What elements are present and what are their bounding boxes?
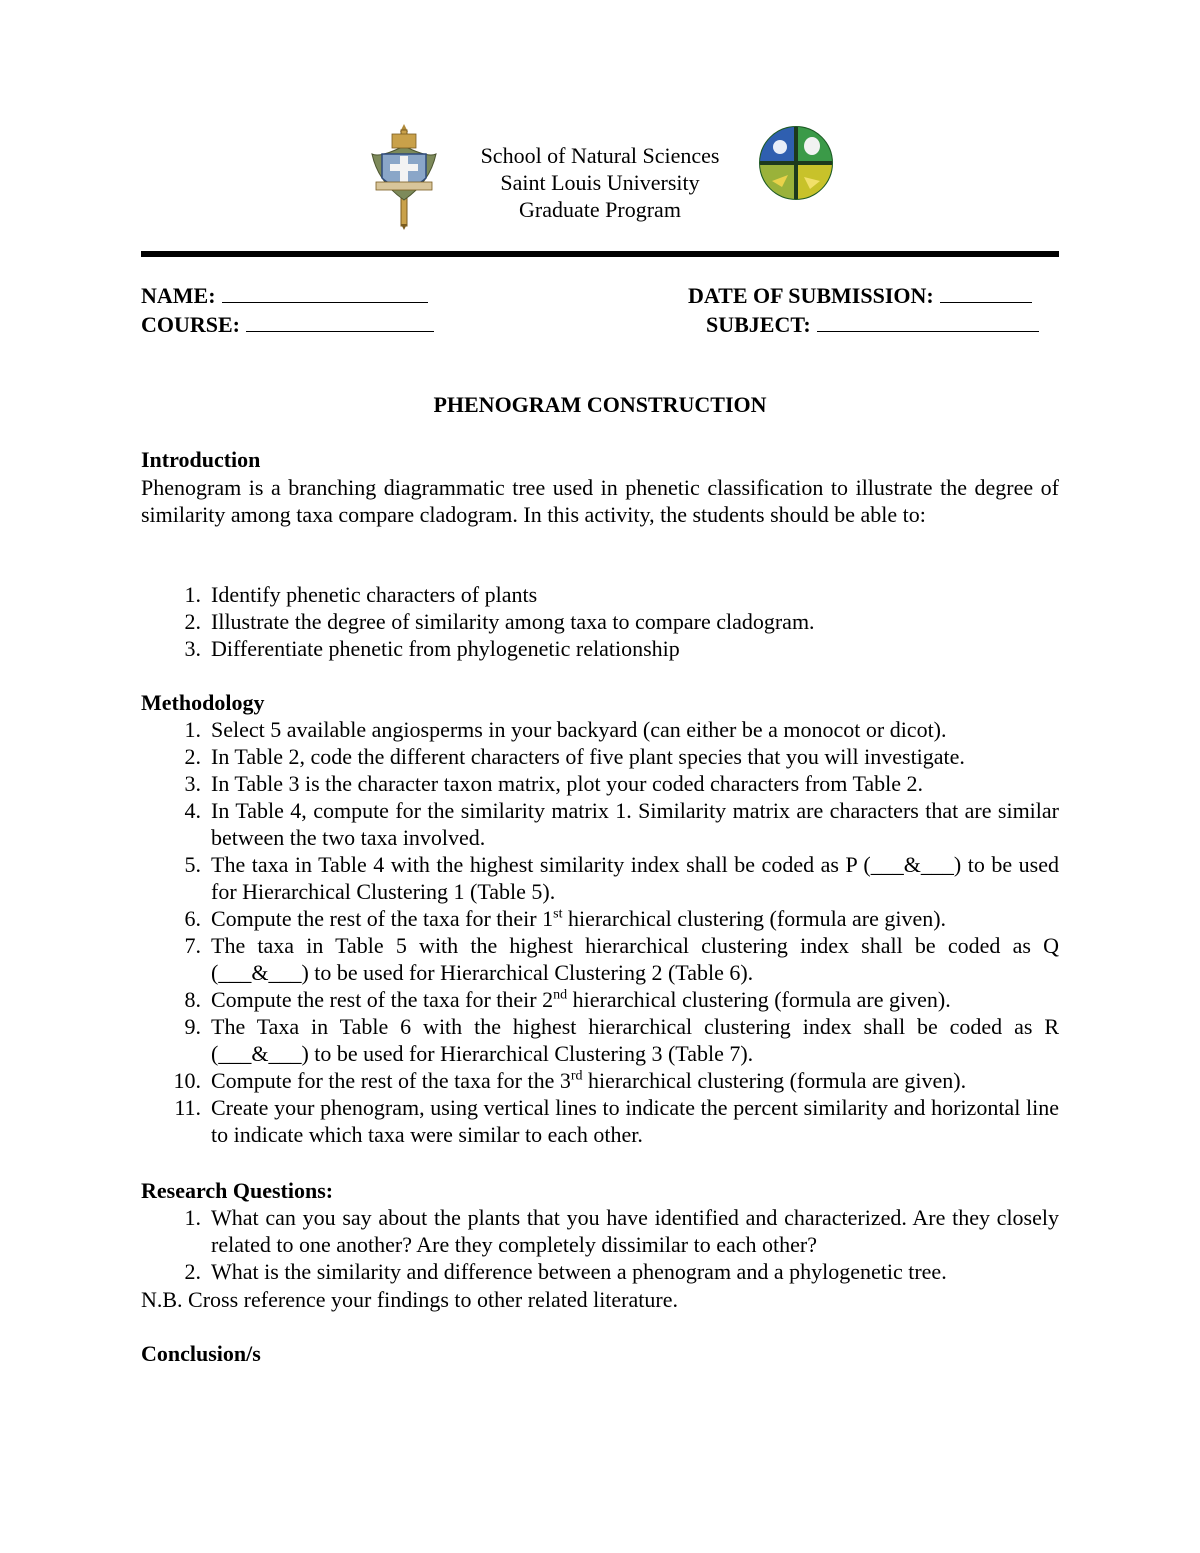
header-divider (141, 251, 1059, 257)
research-heading: Research Questions: (141, 1178, 334, 1203)
list-number: 9. (184, 1014, 201, 1039)
subject-field (706, 311, 1039, 339)
list-number: 11. (174, 1095, 201, 1120)
list-item (141, 1258, 1059, 1285)
list-item (141, 1204, 1059, 1258)
list-number: 2. (184, 744, 201, 769)
school-header (420, 142, 780, 223)
list-number: 2. (184, 1259, 201, 1284)
list-number: 3. (184, 771, 201, 796)
list-text: What can you say about the plants that you have identified and characterized. Are they closely related to one another? Are they completely dissimilar to each other? (211, 1205, 1059, 1257)
list-number: 3. (184, 636, 201, 661)
list-text: Illustrate the degree of similarity among taxa to compare cladogram. (211, 609, 815, 634)
list-text: The taxa in Table 5 with the highest hierarchical clustering index shall be coded as Q (___&___) to be used for Hierarchical Clustering 2 (Table 6). (211, 933, 1059, 985)
name-label: NAME: (141, 283, 216, 308)
list-item (141, 932, 1059, 986)
list-number: 1. (184, 717, 201, 742)
text-part: Compute the rest of the taxa for their 2 (211, 987, 554, 1012)
course-label: COURSE: (141, 312, 241, 337)
list-item (141, 986, 1059, 1013)
list-text: In Table 2, code the different characters of five plant species that you will investigate. (211, 744, 965, 769)
list-text: In Table 3 is the character taxon matrix, plot your coded characters from Table 2. (211, 771, 924, 796)
list-item (141, 581, 1059, 608)
date-field (688, 282, 1032, 310)
introduction-text (141, 474, 1059, 528)
school-name: School of Natural Sciences (480, 143, 720, 168)
text-part: hierarchical clustering (formula are given). (582, 1068, 967, 1093)
text-part: Compute for the rest of the taxa for the 3 (211, 1068, 571, 1093)
objectives-list (141, 581, 1059, 662)
list-item (141, 608, 1059, 635)
list-item (141, 716, 1059, 743)
list-item (141, 1094, 1059, 1148)
list-text (211, 1067, 1059, 1094)
list-item (141, 1067, 1059, 1094)
text-part: hierarchical clustering (formula are given). (567, 987, 951, 1012)
date-label: DATE OF SUBMISSION: (688, 283, 934, 308)
list-text: In Table 4, compute for the similarity matrix 1. Similarity matrix are characters that are similar between the two taxa involved. (211, 798, 1059, 850)
methodology-list (141, 716, 1059, 1148)
sciences-logo-icon (758, 125, 834, 201)
list-text: Select 5 available angiosperms in your backyard (can either be a monocot or dicot). (211, 717, 947, 742)
ordinal-suffix: st (553, 906, 563, 922)
ordinal-suffix: nd (553, 987, 568, 1003)
research-list (141, 1204, 1059, 1285)
text-part: hierarchical clustering (formula are given). (562, 906, 947, 931)
document-title: PHENOGRAM CONSTRUCTION (433, 392, 767, 417)
name-blank (222, 282, 428, 303)
list-text (211, 986, 1059, 1013)
list-number: 2. (184, 609, 201, 634)
list-text: Differentiate phenetic from phylogenetic relationship (211, 636, 680, 661)
list-text: What is the similarity and difference between a phenogram and a phylogenetic tree. (211, 1259, 947, 1284)
list-number: 4. (184, 798, 201, 823)
program-name: Graduate Program (519, 197, 681, 222)
list-item (141, 635, 1059, 662)
name-field (141, 282, 428, 310)
list-item (141, 743, 1059, 770)
list-item (141, 851, 1059, 905)
introduction-paragraph: Phenogram is a branching diagrammatic tree used in phenetic classification to illustrate the degree of similarity among taxa compare cladogram. In this activity, the students should be able to: (141, 475, 1059, 527)
list-item (141, 905, 1059, 932)
subject-blank (817, 311, 1039, 332)
list-text: The Taxa in Table 6 with the highest hierarchical clustering index shall be coded as R (___&___) to be used for Hierarchical Clustering 3 (Table 7). (211, 1014, 1059, 1066)
list-number: 6. (184, 906, 201, 931)
conclusion-heading: Conclusion/s (141, 1341, 261, 1366)
list-number: 8. (184, 987, 201, 1012)
list-number: 1. (184, 582, 201, 607)
course-blank (246, 311, 434, 332)
list-text: The taxa in Table 4 with the highest similarity index shall be coded as P (___&___) to be used for Hierarchical Clustering 1 (Table 5). (211, 852, 1059, 904)
list-number: 7. (184, 933, 201, 958)
subject-label: SUBJECT: (706, 312, 811, 337)
list-number: 10. (173, 1068, 201, 1093)
introduction-heading: Introduction (141, 447, 261, 472)
list-text: Identify phenetic characters of plants (211, 582, 538, 607)
text-part: Compute the rest of the taxa for their 1 (211, 906, 554, 931)
ordinal-suffix: rd (570, 1068, 583, 1084)
date-blank (940, 282, 1032, 303)
university-name: Saint Louis University (500, 170, 700, 195)
list-text: Create your phenogram, using vertical lines to indicate the percent similarity and horizontal line to indicate which taxa were similar to each other. (211, 1095, 1059, 1147)
list-text (211, 905, 1059, 932)
course-field (141, 311, 434, 339)
list-item (141, 797, 1059, 851)
reference-note: N.B. Cross reference your findings to other related literature. (141, 1287, 678, 1312)
list-number: 1. (184, 1205, 201, 1230)
list-item (141, 1013, 1059, 1067)
list-number: 5. (184, 852, 201, 877)
methodology-heading: Methodology (141, 690, 265, 715)
list-item (141, 770, 1059, 797)
